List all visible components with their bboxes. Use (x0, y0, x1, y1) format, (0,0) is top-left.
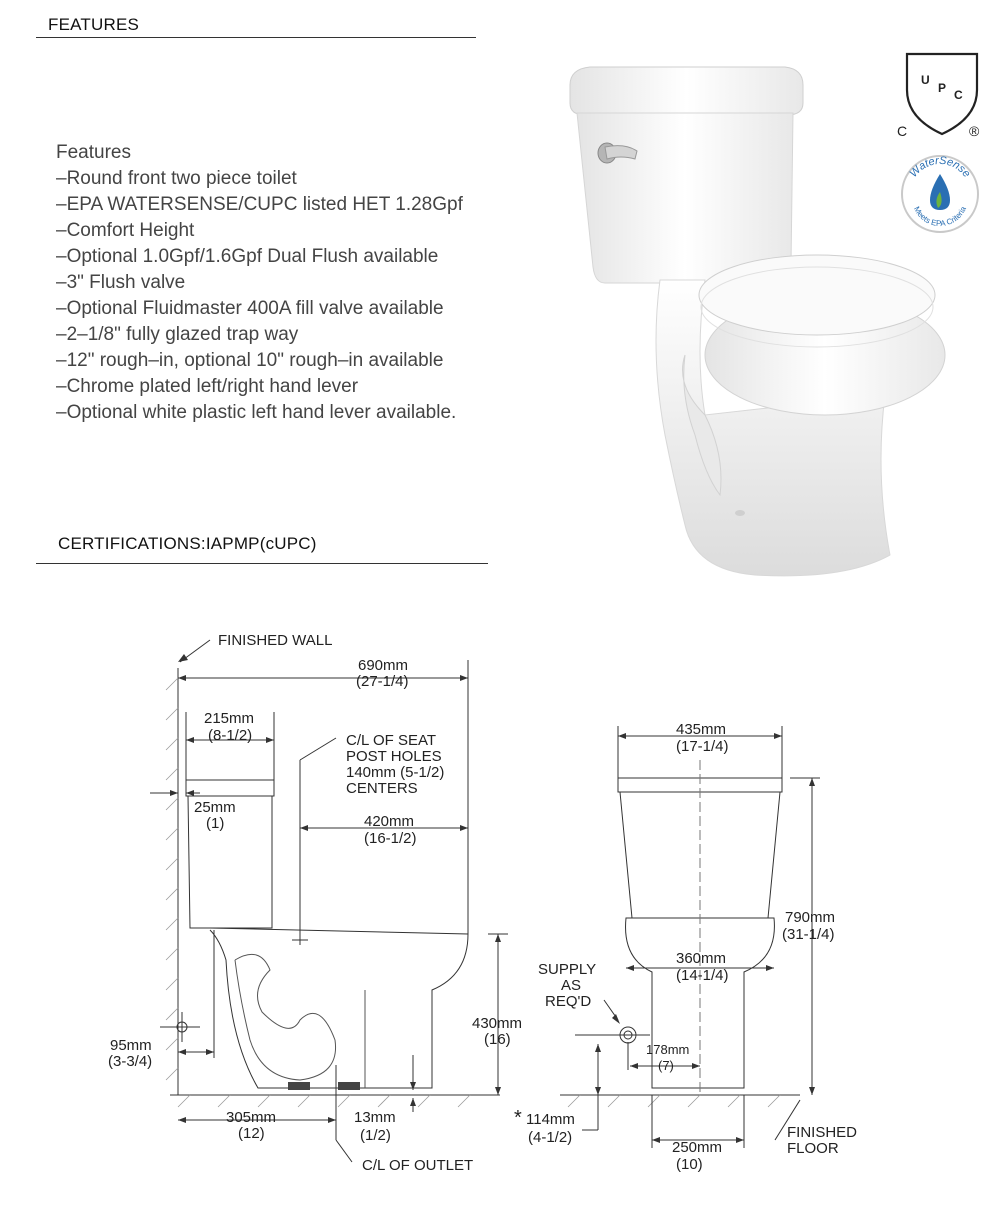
features-list (56, 140, 463, 426)
label-finished-floor-1: FINISHED (787, 1124, 858, 1141)
label-finished-floor-2: FLOOR (787, 1140, 839, 1157)
features-divider (36, 37, 476, 38)
upc-letter-c: C (954, 88, 963, 102)
upc-c-mark: C (897, 123, 908, 139)
dim-tank-width-in: (17-1/4) (676, 738, 729, 755)
dim-tank-offset-in: (1) (206, 815, 225, 832)
dim-overall-depth-in: (27-1/4) (356, 673, 409, 690)
dim-supply-offset-mm: 178mm (646, 1042, 690, 1057)
certifications-title: CERTIFICATIONS:IAPMP(cUPC) (58, 534, 317, 553)
label-seat-note-1: C/L OF SEAT (346, 732, 437, 749)
registered-mark: ® (969, 123, 980, 139)
feature-item: –2–1/8" fully glazed trap way (56, 324, 299, 345)
dim-overall-height-in: (31-1/4) (782, 926, 835, 943)
dim-bowl-width-in: (14-1/4) (676, 967, 729, 984)
upc-letter-u: U (921, 73, 930, 87)
dim-supply-height-mm: 114mm (526, 1111, 575, 1128)
feature-item: –3" Flush valve (56, 272, 186, 293)
dim-base-width-in: (10) (676, 1156, 703, 1173)
dim-supply-offset-in: (7) (658, 1058, 674, 1073)
feature-item: –12" rough–in, optional 10" rough–in available (56, 350, 444, 371)
label-supply-note-2: AS (561, 977, 582, 994)
certifications-divider (36, 563, 488, 564)
feature-item: –Chrome plated left/right hand lever (56, 376, 359, 397)
label-finished-wall: FINISHED WALL (218, 632, 333, 649)
dim-rough-in-mm: 305mm (226, 1109, 277, 1126)
features-title: FEATURES (48, 15, 140, 34)
label-outlet-note: C/L OF OUTLET (362, 1157, 474, 1174)
upc-letter-p: P (938, 81, 947, 95)
dim-outlet-height-in: (1/2) (360, 1127, 391, 1144)
dim-tank-depth-mm: 215mm (204, 710, 255, 727)
upc-certification-logo (895, 50, 990, 142)
label-seat-note-2: POST HOLES (346, 748, 442, 765)
dim-base-width-mm: 250mm (672, 1139, 723, 1156)
features-heading: Features (56, 142, 131, 163)
dim-bowl-width-mm: 360mm (676, 950, 727, 967)
watersense-bottom-text: Meets EPA Criteria (911, 204, 968, 229)
feature-item: –EPA WATERSENSE/CUPC listed HET 1.28Gpf (56, 194, 463, 215)
feature-item: –Optional Fluidmaster 400A fill valve available (56, 298, 444, 319)
dim-bowl-height-in: (16) (484, 1031, 511, 1048)
feature-item: –Comfort Height (56, 220, 195, 241)
dim-supply-offset-mm: 95mm (110, 1037, 152, 1054)
dim-overall-depth-mm: 690mm (358, 657, 409, 674)
label-seat-note-4: CENTERS (346, 780, 418, 797)
dimension-drawing (0, 600, 1000, 1200)
dim-supply-height-star: * (514, 1107, 522, 1129)
dim-overall-height-mm: 790mm (785, 909, 836, 926)
dim-bowl-height-mm: 430mm (472, 1015, 523, 1032)
dim-tank-offset-mm: 25mm (194, 799, 236, 816)
label-seat-note-3: 140mm (5-1/2) (346, 764, 445, 781)
label-supply-note-3: REQ'D (545, 993, 592, 1010)
dim-outlet-height-mm: 13mm (354, 1109, 396, 1126)
label-supply-note-1: SUPPLY (538, 961, 597, 978)
dim-tank-depth-in: (8-1/2) (208, 727, 253, 744)
feature-item: –Optional 1.0Gpf/1.6Gpf Dual Flush available (56, 246, 439, 267)
dim-tank-width-mm: 435mm (676, 721, 727, 738)
dim-seat-front-in: (16-1/2) (364, 830, 417, 847)
watersense-top-text: WaterSense (907, 154, 973, 180)
feature-item: –Round front two piece toilet (56, 168, 297, 189)
watersense-logo (898, 152, 982, 236)
dim-supply-offset-in: (3-3/4) (108, 1053, 153, 1070)
dim-seat-front-mm: 420mm (364, 813, 415, 830)
dim-rough-in-in: (12) (238, 1125, 265, 1142)
dim-supply-height-in: (4-1/2) (528, 1129, 573, 1146)
feature-item: –Optional white plastic left hand lever available. (56, 402, 457, 423)
